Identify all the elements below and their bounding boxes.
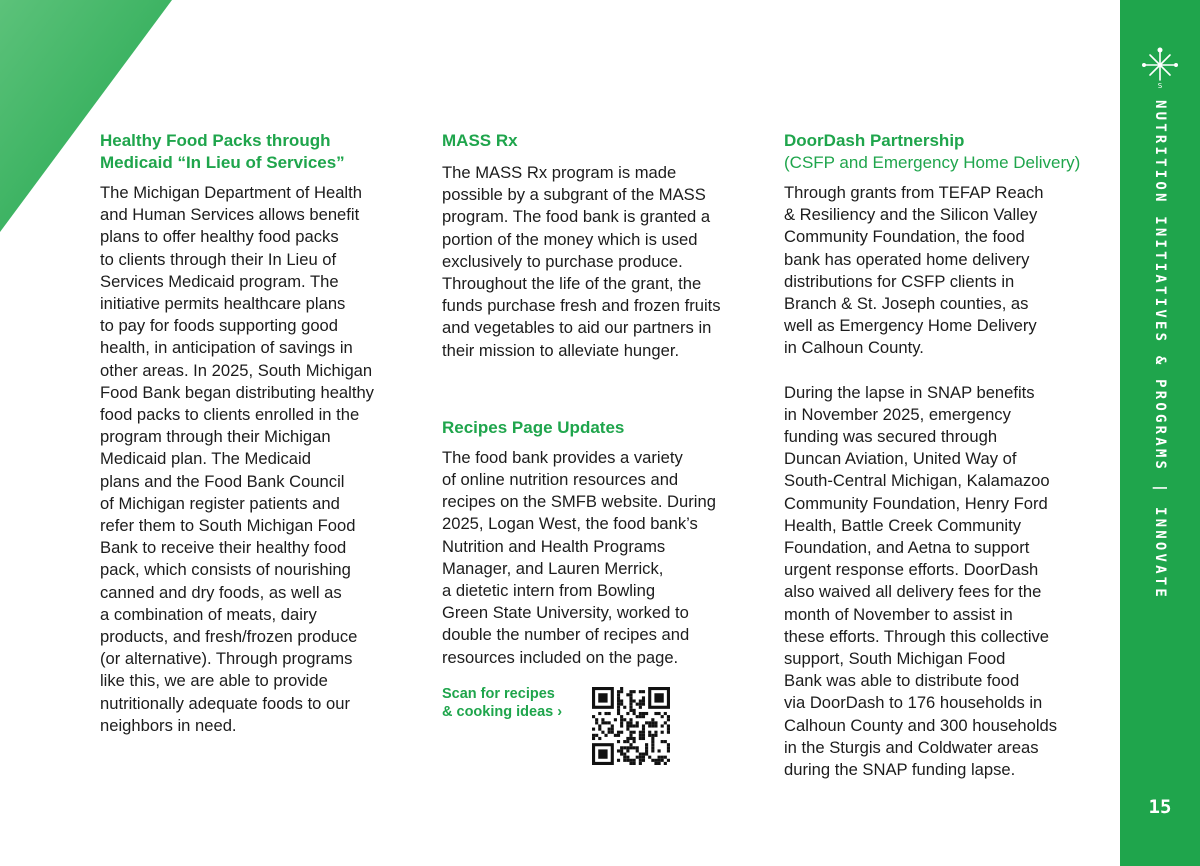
body-healthy-food-packs: The Michigan Department of Health and Human Services allows benefit plans to offer healthy food packs to clients through their In Lieu of Services Medicaid program. The initiative permits healthcare plans to pay for foods supporting good health, in anticipation of savings in other areas. In 2025, South Michigan Food Bank began distributing healthy food packs to clients enrolled in the program through their Michigan Medicaid plan. The Medicaid plans and the Food Bank Council of Michigan register patients and refer them to South Michigan Food Bank to receive their healthy food pack, which consists of nourishing canned and dry foods, as well as a combination of meats, dairy products, and fresh/frozen produce (or alternative). Through programs like this, we are able to provide nutritionally adequate foods to our neighbors in need.	[100, 183, 374, 735]
body-recipes: The food bank provides a variety of online nutrition resources and recipes on the SMFB website. During 2025, Logan West, the food bank’s Nutrition and Health Programs Manager, and Lauren Merrick, a dietetic intern from Bowling Green State University, worked to double the number of recipes and resources included on the page.	[442, 447, 716, 667]
sidebar	[1120, 0, 1200, 866]
scan-qr-label[interactable]: Scan for recipes & cooking ideas ›	[442, 686, 563, 720]
qr-code[interactable]	[592, 687, 670, 765]
heading-recipes: Recipes Page Updates	[442, 417, 625, 437]
column-doordash	[784, 130, 1114, 781]
logo-letter: S	[1157, 82, 1163, 90]
page-number: 15	[1148, 796, 1172, 818]
heading-doordash: DoorDash Partnership	[784, 131, 965, 150]
heading-healthy-food-packs: Healthy Food Packs through Medicaid “In Lieu of Services”	[100, 131, 345, 172]
body-doordash-1: Through grants from TEFAP Reach & Resiliency and the Silicon Valley Community Foundation, the food bank has operated home delivery distributions for CSFP clients in Branch & St. Joseph counties, as well as Emergency Home Delivery in Calhoun County.	[784, 183, 1044, 358]
heading-mass-rx: MASS Rx	[442, 131, 518, 150]
column-healthy-food-packs	[100, 130, 430, 737]
body-doordash-2: During the lapse in SNAP benefits in November 2025, emergency funding was secured through Duncan Aviation, United Way of South-Central Michigan, Kalamazoo Community Foundation, Henry Ford Health, Battle Creek Community Foundation, and Aetna to support urgent response efforts. DoorDash also waived all delivery fees for the month of November to assist in these efforts. Through this collective support, South Michigan Food Bank was able to distribute food via DoorDash to 176 households in Calhoun County and 300 households in the Sturgis and Coldwater areas during the SNAP funding lapse.	[784, 382, 1058, 780]
food-bank-logo-icon	[1140, 45, 1180, 90]
subheading-doordash: (CSFP and Emergency Home Delivery)	[784, 153, 1081, 172]
section-title: NUTRITION INITIATIVES & PROGRAMS | INNOVATE	[1152, 100, 1168, 601]
body-mass-rx: The MASS Rx program is made possible by a subgrant of the MASS program. The food bank is granted a portion of the money which is used exclusively to purchase produce. Throughout the life of the grant, the funds purchase fresh and frozen fruits and vegetables to aid our partners in their mission to alleviate hunger.	[442, 163, 721, 360]
column-mass-rx	[442, 130, 772, 669]
